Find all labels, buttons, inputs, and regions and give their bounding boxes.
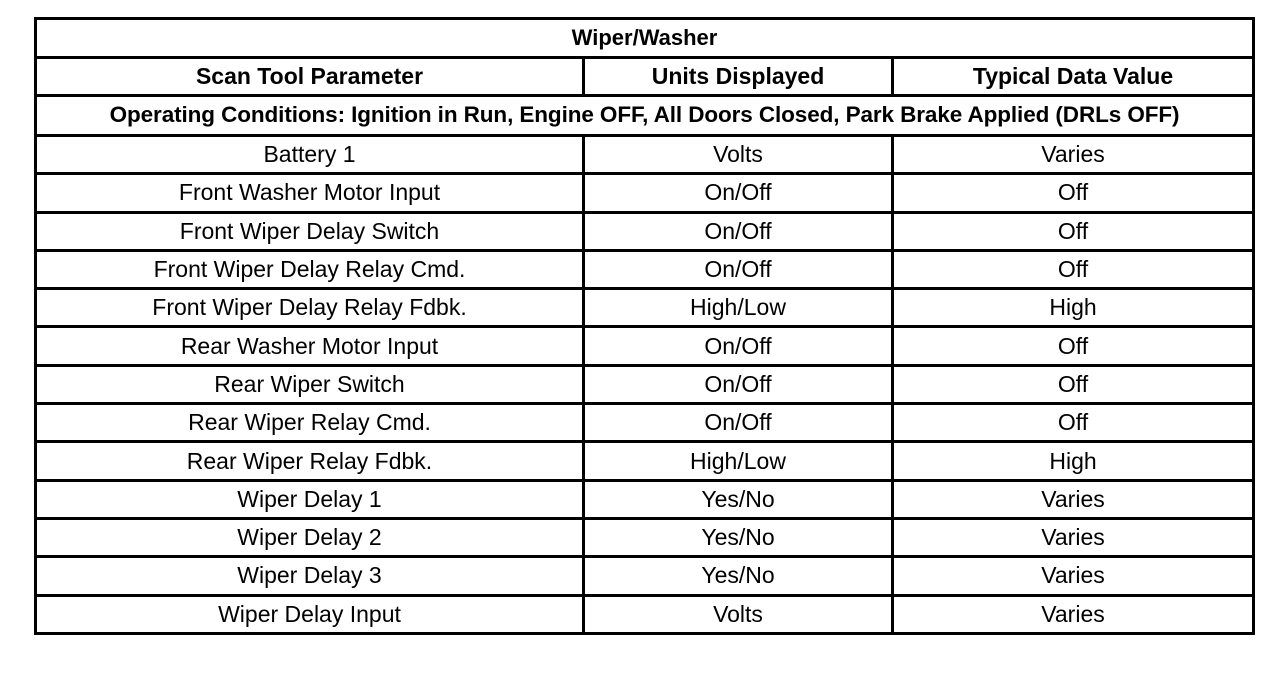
table-row xyxy=(36,174,1254,212)
table-row xyxy=(36,557,1254,595)
parameter-cell: Front Wiper Delay Relay Cmd. xyxy=(36,250,584,288)
value-cell: Off xyxy=(893,404,1254,442)
units-cell: Yes/No xyxy=(584,557,893,595)
table-title-row xyxy=(36,19,1254,58)
parameter-cell: Rear Washer Motor Input xyxy=(36,327,584,365)
table-row xyxy=(36,404,1254,442)
table-row xyxy=(36,518,1254,556)
units-cell: Volts xyxy=(584,595,893,633)
table-row xyxy=(36,250,1254,288)
table-header-row xyxy=(36,58,1254,96)
table-row xyxy=(36,442,1254,480)
parameter-cell: Front Wiper Delay Relay Fdbk. xyxy=(36,289,584,327)
value-cell: Varies xyxy=(893,480,1254,518)
operating-conditions-row xyxy=(36,96,1254,136)
parameter-cell: Rear Wiper Relay Cmd. xyxy=(36,404,584,442)
table-row xyxy=(36,595,1254,633)
table-row xyxy=(36,327,1254,365)
parameter-cell: Wiper Delay 1 xyxy=(36,480,584,518)
table-row xyxy=(36,365,1254,403)
value-cell: Off xyxy=(893,250,1254,288)
table-row xyxy=(36,289,1254,327)
units-cell: On/Off xyxy=(584,327,893,365)
value-cell: High xyxy=(893,289,1254,327)
value-cell: Varies xyxy=(893,518,1254,556)
units-cell: On/Off xyxy=(584,250,893,288)
parameter-cell: Front Washer Motor Input xyxy=(36,174,584,212)
parameter-cell: Rear Wiper Switch xyxy=(36,365,584,403)
value-cell: Off xyxy=(893,174,1254,212)
table-title: Wiper/Washer xyxy=(36,19,1254,58)
units-cell: On/Off xyxy=(584,174,893,212)
value-cell: Off xyxy=(893,365,1254,403)
parameter-cell: Battery 1 xyxy=(36,136,584,174)
scan-tool-data-table xyxy=(34,17,1255,635)
units-cell: On/Off xyxy=(584,365,893,403)
units-cell: Yes/No xyxy=(584,480,893,518)
value-cell: High xyxy=(893,442,1254,480)
column-header-units: Units Displayed xyxy=(584,58,893,96)
units-cell: Volts xyxy=(584,136,893,174)
table-row xyxy=(36,212,1254,250)
parameter-cell: Wiper Delay Input xyxy=(36,595,584,633)
table-row xyxy=(36,480,1254,518)
units-cell: Yes/No xyxy=(584,518,893,556)
operating-conditions: Operating Conditions: Ignition in Run, Engine OFF, All Doors Closed, Park Brake Applied (DRLs OFF) xyxy=(36,96,1254,136)
units-cell: High/Low xyxy=(584,289,893,327)
table-row xyxy=(36,136,1254,174)
value-cell: Varies xyxy=(893,136,1254,174)
column-header-parameter: Scan Tool Parameter xyxy=(36,58,584,96)
parameter-cell: Front Wiper Delay Switch xyxy=(36,212,584,250)
value-cell: Off xyxy=(893,212,1254,250)
parameter-cell: Wiper Delay 2 xyxy=(36,518,584,556)
units-cell: On/Off xyxy=(584,404,893,442)
value-cell: Varies xyxy=(893,557,1254,595)
value-cell: Varies xyxy=(893,595,1254,633)
value-cell: Off xyxy=(893,327,1254,365)
parameter-cell: Rear Wiper Relay Fdbk. xyxy=(36,442,584,480)
units-cell: On/Off xyxy=(584,212,893,250)
parameter-cell: Wiper Delay 3 xyxy=(36,557,584,595)
units-cell: High/Low xyxy=(584,442,893,480)
column-header-typical-value: Typical Data Value xyxy=(893,58,1254,96)
